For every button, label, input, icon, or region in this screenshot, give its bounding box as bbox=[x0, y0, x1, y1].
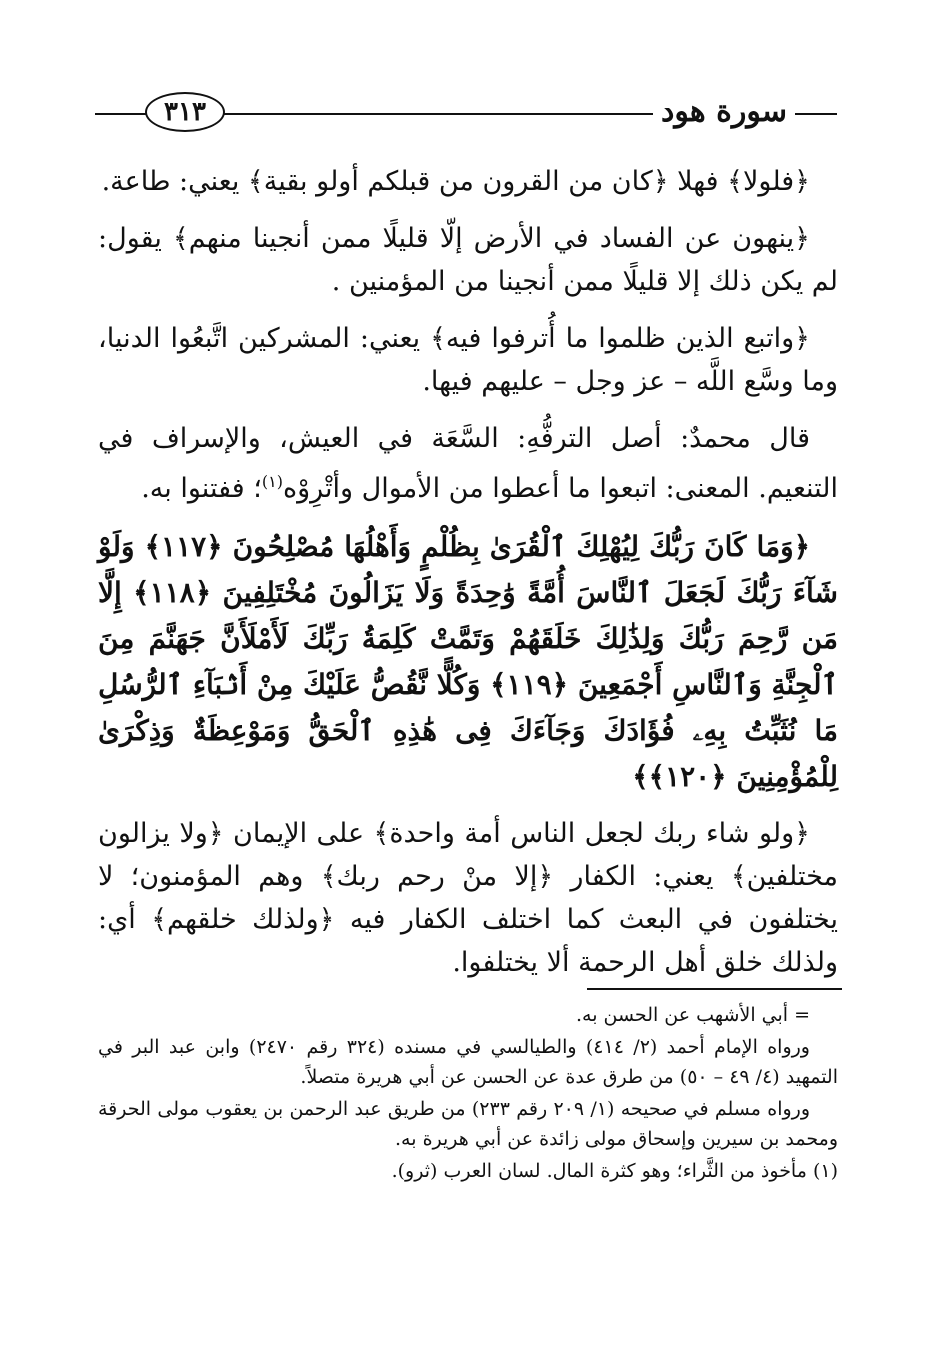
paragraph-4-tail: ؛ ففتنوا به. bbox=[141, 473, 262, 504]
footnote-separator bbox=[587, 988, 842, 990]
paragraph-2: ﴿ينهون عن الفساد في الأرض إلّا قليلًا ممن أنجينا منهم﴾ يقول: لم يكن ذلك إلا قليلًا ممن أنجينا من المؤمنين . bbox=[98, 223, 838, 297]
footnote-ahmad: ورواه الإمام أحمد (٢/ ٤١٤) والطيالسي في مسنده (٣٢٤ رقم ٢٤٧٠) وابن عبد البر في التمهيد (٤/ ٤٩ – ٥٠) من طرق عدة عن الحسن عن أبي هريرة متصلاً. bbox=[98, 1036, 838, 1088]
footnote-1: (١) مأخوذ من الثَّراء؛ وهو كثرة المال. لسان العرب (ثرو). bbox=[391, 1160, 838, 1182]
main-text bbox=[98, 160, 838, 998]
quran-verses: ﴿وَمَا كَانَ رَبُّكَ لِيُهْلِكَ ٱلْقُرَىٰ بِظُلْمٍ وَأَهْلُهَا مُصْلِحُونَ ﴿١١٧﴾ وَلَوْ شَآءَ رَبُّكَ لَجَعَلَ ٱلنَّاسَ أُمَّةً وَٰحِدَةً وَلَا يَزَالُونَ مُخْتَلِفِينَ ﴿١١٨﴾ إِلَّا مَن رَّحِمَ رَبُّكَ وَلِذَٰلِكَ خَلَقَهُمْ وَتَمَّتْ كَلِمَةُ رَبِّكَ لَأَمْلَأَنَّ جَهَنَّمَ مِنَ ٱلْجِنَّةِ وَٱلنَّاسِ أَجْمَعِينَ ﴿١١٩﴾ وَكُلًّا نَّقُصُّ عَلَيْكَ مِنْ أَنۢبَآءِ ٱلرُّسُلِ مَا نُثَبِّتُ بِهِۦ فُؤَادَكَ وَجَآءَكَ فِى هَٰذِهِ ٱلْحَقُّ وَمَوْعِظَةٌ وَذِكْرَىٰ لِلْمُؤْمِنِينَ ﴿١٢٠﴾﴾ bbox=[98, 530, 838, 793]
running-header bbox=[95, 88, 837, 138]
paragraph-1: ﴿فلولا﴾ فهلا ﴿كان من القرون من قبلكم أولو بقية﴾ يعني: طاعة. bbox=[101, 166, 810, 197]
header-rule-left bbox=[95, 113, 147, 115]
explanation-paragraph: ﴿ولو شاء ربك لجعل الناس أمة واحدة﴾ على الإيمان ﴿ولا يزالون مختلفين﴾ يعني: الكفار ﴿إلا منْ رحم ربك﴾ وهم المؤمنون؛ لا يختلفون في البعث كما اختلف الكفار فيه ﴿ولذلك خلقهم﴾ أي: ولذلك خلق أهل الرحمة ألا يختلفوا. bbox=[98, 818, 838, 978]
footnote-muslim: ورواه مسلم في صحيحه (١/ ٢٠٩ رقم ٢٣٣) من طريق عبد الرحمن بن يعقوب مولى الحرقة ومحمد بن سيرين وإسحاق مولى زائدة عن أبي هريرة به. bbox=[98, 1098, 838, 1150]
page-number: ٣١٣ bbox=[145, 92, 225, 132]
paragraph-4 bbox=[98, 417, 838, 510]
footnotes bbox=[98, 1000, 838, 1188]
surah-title: سورة هود bbox=[661, 94, 787, 129]
header-rule-right bbox=[795, 113, 837, 115]
header-rule-middle bbox=[223, 113, 653, 115]
footnote-ref-1: (١) bbox=[261, 472, 283, 491]
paragraph-3: ﴿واتبع الذين ظلموا ما أُترفوا فيه﴾ يعني: المشركين اتَّبعُوا الدنيا، وما وسَّع اللَّه – عز وجل – عليهم فيها. bbox=[98, 323, 838, 397]
paragraph-4-text: قال محمدٌ: أصل الترفُّهِ: السَّعَة في العيش، والإسراف في التنعيم. المعنى: اتبعوا ما أعطوا من الأموال وأتْرِوْه bbox=[98, 423, 838, 504]
footnote-continuation: = أبي الأشهب عن الحسن به. bbox=[575, 1004, 810, 1026]
